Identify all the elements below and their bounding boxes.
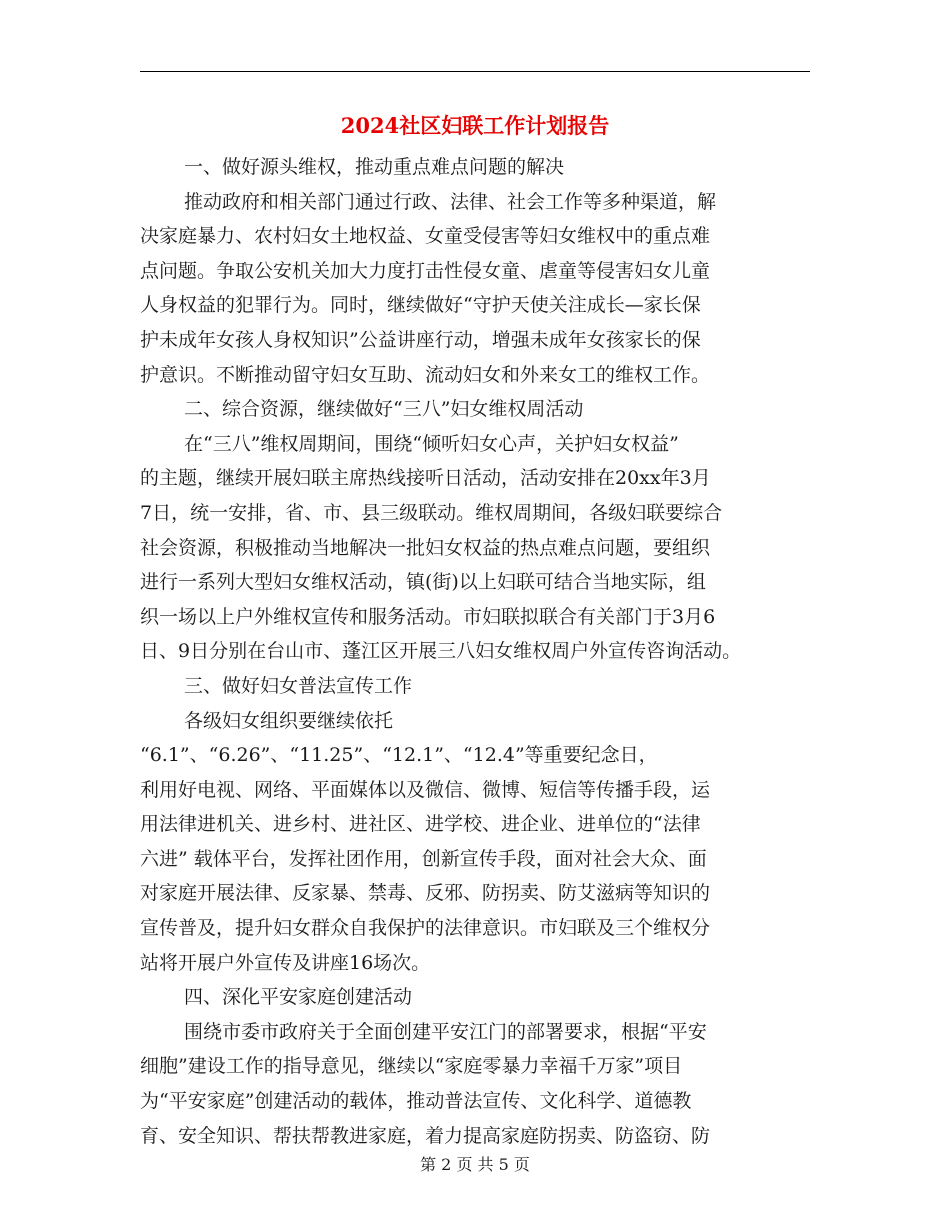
text-line: 六进” 载体平台，发挥社团作用，创新宣传手段，面对社会大众、面 <box>140 847 707 870</box>
text-line: 围绕市委市政府关于全面创建平安江门的部署要求，根据“平安 <box>184 1020 707 1043</box>
header-rule <box>140 71 810 72</box>
text-line: 人身权益的犯罪行为。同时，继续做好“守护天使关注成长—家长保 <box>140 294 701 317</box>
text-line: 点问题。争取公安机关加大力度打击性侵女童、虐童等侵害妇女儿童 <box>140 259 711 282</box>
text-line: 四、深化平安家庭创建活动 <box>184 986 413 1009</box>
document-body <box>140 150 810 1153</box>
text-line: 决家庭暴力、农村妇女土地权益、女童受侵害等妇女维权中的重点难 <box>140 225 711 248</box>
text-line: 用法律进机关、进乡村、进社区、进学校、进企业、进单位的“法律 <box>140 813 701 836</box>
text-line: 推动政府和相关部门通过行政、法律、社会工作等多种渠道，解 <box>184 190 717 213</box>
text-line: 细胞”建设工作的指导意见，继续以“家庭零暴力幸福千万家”项目 <box>140 1055 683 1078</box>
text-line: 护意识。不断推动留守妇女互助、流动妇女和外来女工的维权工作。 <box>140 363 711 386</box>
text-line: 日、9日分别在台山市、蓬江区开展三八妇女维权周户外宣传咨询活动。 <box>140 640 742 663</box>
text-line: 在“三八”维权周期间，围绕“倾听妇女心声，关护妇女权益” <box>184 432 679 455</box>
text-line: 对家庭开展法律、反家暴、禁毒、反邪、防拐卖、防艾滋病等知识的 <box>140 882 711 905</box>
text-line: 一、做好源头维权，推动重点难点问题的解决 <box>184 156 565 178</box>
text-line: 的主题，继续开展妇联主席热线接听日活动，活动安排在20xx年3月 <box>140 467 711 490</box>
text-line: “6.1”、“6.26”、“11.25”、“12.1”、“12.4”等重要纪念日， <box>140 744 658 767</box>
text-line: 护未成年女孩人身权知识”公益讲座行动，增强未成年女孩家长的保 <box>140 328 701 351</box>
text-line: 为“平安家庭”创建活动的载体，推动普法宣传、文化科学、道德教 <box>140 1090 692 1113</box>
text-line: 织一场以上户外维权宣传和服务活动。市妇联拟联合有关部门于3月6 <box>140 605 716 628</box>
text-line: 社会资源，积极推动当地解决一批妇女权益的热点难点问题，要组织 <box>140 536 711 559</box>
text-line: 三、做好妇女普法宣传工作 <box>184 674 413 697</box>
text-line: 站将开展户外宣传及讲座16场次。 <box>140 951 431 974</box>
text-line: 育、安全知识、帮扶帮教进家庭，着力提高家庭防拐卖、防盗窃、防 <box>140 1124 711 1147</box>
text-line: 7日，统一安排，省、市、县三级联动。维权周期间，各级妇联要综合 <box>140 501 723 524</box>
page-number: 第 2 页 共 5 页 <box>420 1155 530 1174</box>
text-line: 宣传普及，提升妇女群众自我保护的法律意识。市妇联及三个维权分 <box>140 917 711 940</box>
text-line: 各级妇女组织要继续依托 <box>184 709 394 732</box>
text-line: 二、综合资源，继续做好“三八”妇女维权周活动 <box>184 398 584 421</box>
text-line: 利用好电视、网络、平面媒体以及微信、微博、短信等传播手段，运 <box>140 778 711 801</box>
document-title: 2024社区妇联工作计划报告 <box>340 113 610 138</box>
text-line: 进行一系列大型妇女维权活动，镇(街)以上妇联可结合当地实际，组 <box>140 571 706 594</box>
